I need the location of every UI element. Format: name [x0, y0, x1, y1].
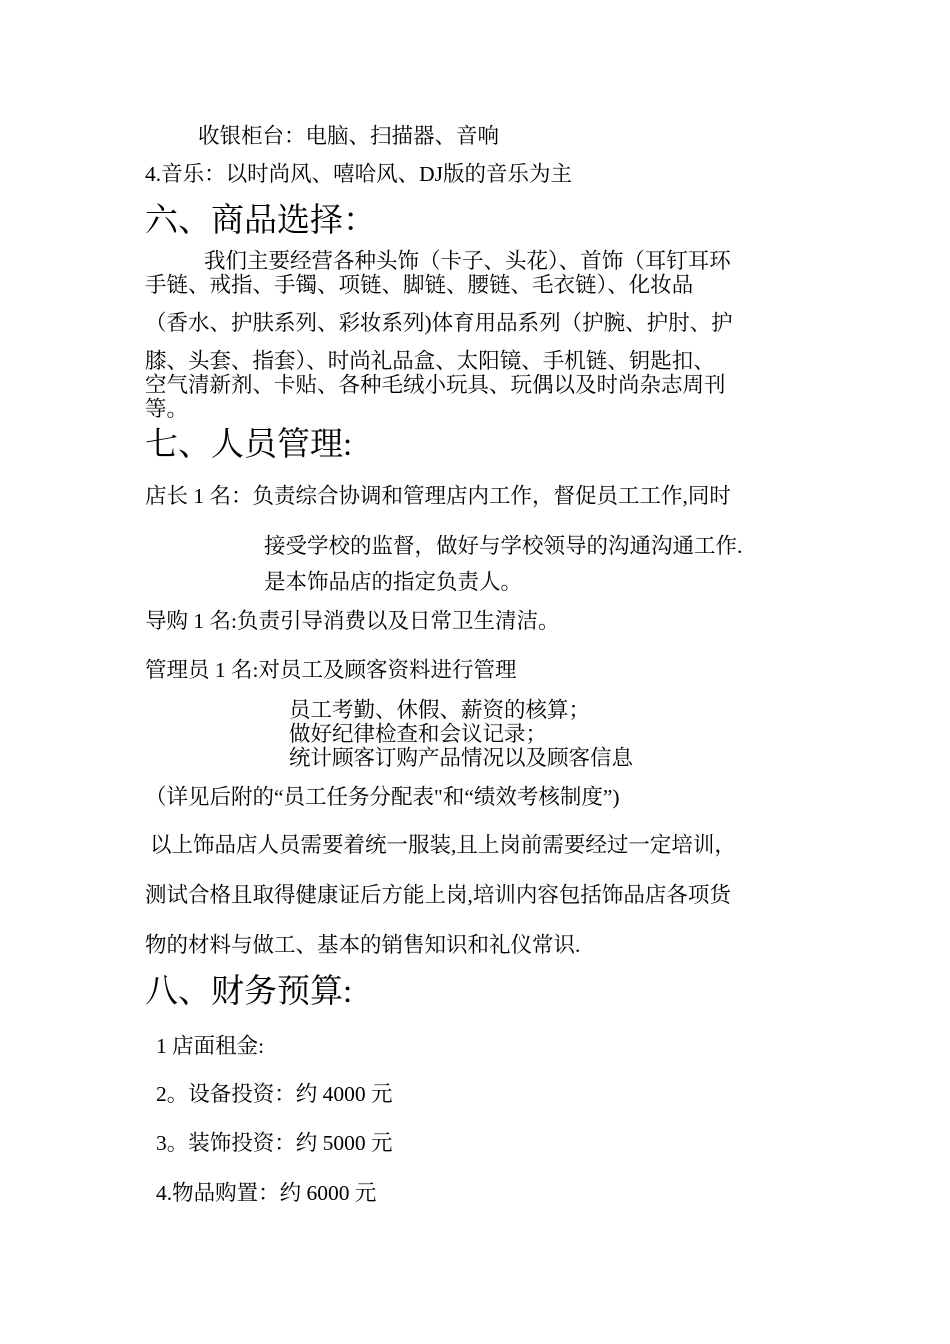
budget-item-1: 1 店面租金:	[156, 1034, 265, 1058]
guide-line: 导购 1 名:负责引导消费以及日常卫生清洁。	[145, 609, 560, 633]
admin-duty-2: 做好纪律检查和会议记录；	[289, 722, 548, 746]
section-heading-products: 六、商品选择：	[145, 203, 376, 239]
training-line-2: 测试合格且取得健康证后方能上岗,培训内容包括饰品店各项货	[145, 883, 731, 907]
manager-line-1: 店长 1 名：负责综合协调和管理店内工作，督促员工工作,同时	[145, 484, 731, 508]
staff-note: （详见后附的“员工任务分配表"和“绩效考核制度”)	[145, 785, 620, 809]
admin-duty-3: 统计顾客订购产品情况以及顾客信息	[289, 746, 634, 770]
products-line-2: 手链、戒指、手镯、项链、脚链、腰链、毛衣链）、化妆品	[145, 273, 694, 297]
products-line-1: 我们主要经营各种头饰（卡子、头花）、首饰（耳钉耳环	[204, 249, 731, 273]
section-heading-staff: 七、人员管理:	[145, 427, 353, 463]
admin-duty-1: 员工考勤、休假、薪资的核算；	[289, 698, 591, 722]
products-line-5: 空气清新剂、卡贴、各种毛绒小玩具、玩偶以及时尚杂志周刊	[145, 373, 726, 397]
budget-item-4: 4.物品购置：约 6000 元	[156, 1181, 377, 1205]
budget-item-3: 3。装饰投资：约 5000 元	[156, 1131, 393, 1155]
training-line-3: 物的材料与做工、基本的销售知识和礼仪常识.	[145, 933, 581, 957]
section-heading-budget: 八、财务预算:	[145, 974, 353, 1010]
manager-line-3: 是本饰品店的指定负责人。	[264, 570, 523, 594]
products-line-6: 等。	[145, 397, 189, 421]
music-line: 4.音乐：以时尚风、嘻哈风、DJ版的音乐为主	[145, 162, 573, 186]
training-line-1: 以上饰品店人员需要着统一服装,且上岗前需要经过一定培训，	[150, 833, 736, 857]
products-line-3: （香水、护肤系列、彩妆系列)体育用品系列（护腕、护肘、护	[145, 311, 733, 335]
manager-line-2: 接受学校的监督，做好与学校领导的沟通沟通工作.	[264, 534, 743, 558]
budget-item-2: 2。设备投资：约 4000 元	[156, 1082, 393, 1106]
cashier-line: 收银柜台：电脑、扫描器、音响	[198, 124, 500, 148]
products-line-4: 膝、头套、指套）、时尚礼品盒、太阳镜、手机链、钥匙扣、	[145, 349, 715, 373]
admin-line: 管理员 1 名:对员工及顾客资料进行管理	[145, 658, 517, 682]
